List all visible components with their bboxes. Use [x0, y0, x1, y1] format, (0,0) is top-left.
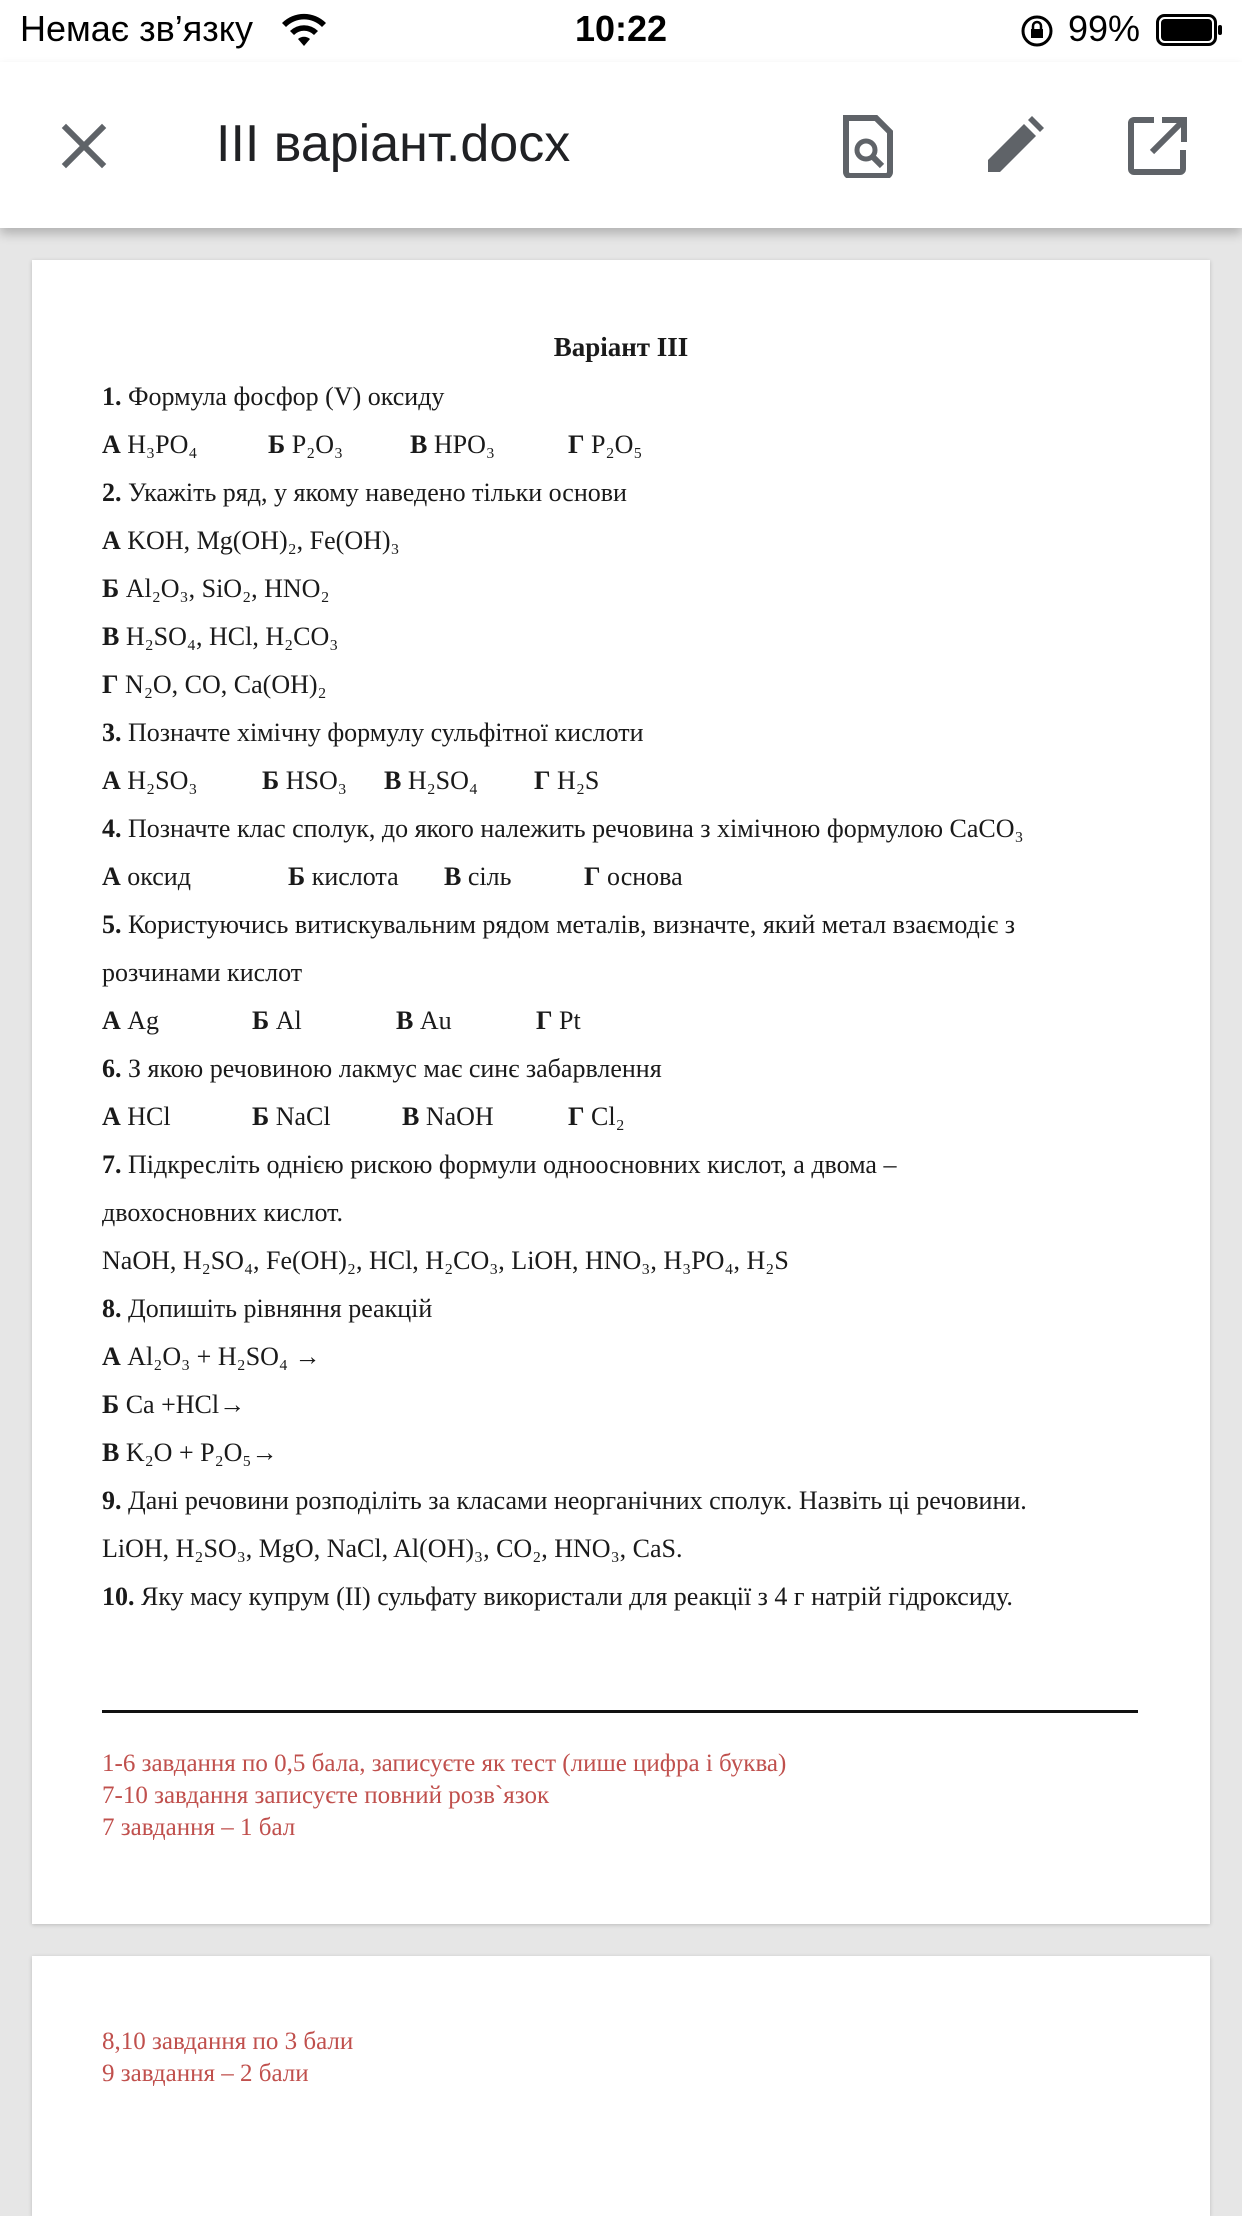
answer-option: [102, 766, 262, 796]
option-letter: А: [102, 862, 121, 891]
grading-note: 8,10 завдання по 3 бали: [102, 2028, 354, 2055]
line-text: Допишіть рівняння реакцій: [128, 1294, 433, 1323]
question-number: 5.: [102, 910, 122, 939]
option-text: H₂SO₄: [401, 766, 478, 795]
option-text: Au: [413, 1006, 452, 1035]
pencil-icon: [984, 116, 1044, 176]
question-line: [102, 718, 644, 748]
answer-option: [102, 1438, 278, 1468]
question-number: 10.: [102, 1582, 135, 1611]
option-text: Al₂O₃ + H₂SO₄ →: [120, 1342, 321, 1371]
question-number: 3.: [102, 718, 122, 747]
answer-line: [102, 526, 400, 556]
option-letter: Г: [584, 862, 601, 891]
option-letter: Г: [568, 1102, 585, 1131]
document-title: III варіант.docx: [216, 115, 571, 173]
option-letter: Г: [536, 1006, 553, 1035]
option-text: Ca +HCl→: [119, 1390, 246, 1419]
question-number: 1.: [102, 382, 122, 411]
open-in-app-button[interactable]: [1122, 110, 1194, 182]
option-text: KOH, Mg(OH)₂, Fe(OH)₃: [120, 526, 400, 555]
answer-option: [534, 766, 599, 796]
carrier-label: Немає зв’язку: [20, 8, 253, 49]
grading-note: 7-10 завдання записуєте повний розв`язок: [102, 1782, 550, 1809]
answer-option: [252, 1006, 396, 1036]
option-text: Cl₂: [584, 1102, 625, 1131]
option-letter: В: [410, 430, 428, 459]
answer-line: [102, 1342, 321, 1372]
grading-note: 1-6 завдання по 0,5 бала, записуєте як тест (лише цифра і буква): [102, 1750, 787, 1777]
option-text: Ag: [120, 1006, 160, 1035]
question-number: 7.: [102, 1150, 122, 1179]
option-text: HSO₃: [279, 766, 347, 795]
answer-line: [102, 574, 330, 604]
option-letter: Б: [102, 574, 120, 603]
option-text: P₂O₅: [584, 430, 643, 459]
answer-option: [252, 1102, 402, 1132]
option-letter: А: [102, 526, 121, 555]
option-letter: Б: [252, 1006, 270, 1035]
option-text: P₂O₃: [285, 430, 344, 459]
find-in-page-icon: [840, 114, 896, 178]
line-text: NaOH, H₂SO₄, Fe(OH)₂, HCl, H₂CO₃, LiOH, HNO₃, H₃PO₄, H₂S: [102, 1246, 789, 1275]
clock: 10:22: [574, 8, 668, 49]
line-text: Користуючись витискувальним рядом металів, визначте, який метал взаємодіє з: [128, 910, 1016, 939]
answer-option: [536, 1006, 581, 1036]
answer-option: [102, 1342, 321, 1372]
answer-line: [102, 1102, 625, 1132]
option-letter: В: [102, 1438, 120, 1467]
option-letter: Б: [268, 430, 286, 459]
option-letter: Б: [252, 1102, 270, 1131]
line-text: З якою речовиною лакмус має синє забарвлення: [128, 1054, 662, 1083]
option-letter: В: [102, 622, 120, 651]
option-letter: Г: [568, 430, 585, 459]
question-line: [102, 478, 627, 508]
answer-option: [102, 670, 327, 700]
answer-option: [568, 430, 642, 460]
question-number: 6.: [102, 1054, 122, 1083]
answer-option: [262, 766, 384, 796]
option-text: H₂SO₄, HCl, H₂CO₃: [119, 622, 339, 651]
grading-note: 7 завдання – 1 бал: [102, 1814, 296, 1841]
answer-line: [102, 862, 683, 892]
line-text: двохосновних кислот.: [102, 1198, 344, 1227]
option-text: Al₂O₃, SiO₂, HNO₂: [119, 574, 330, 603]
answer-option: [268, 430, 410, 460]
answer-option: [102, 1390, 245, 1420]
option-text: NaCl: [269, 1102, 331, 1131]
text-line: [102, 1246, 789, 1276]
option-text: HPO₃: [427, 430, 495, 459]
option-text: H₂S: [550, 766, 600, 795]
close-icon: [60, 122, 108, 170]
status-bar: [0, 0, 1242, 62]
option-letter: Г: [102, 670, 119, 699]
option-text: Al: [269, 1006, 302, 1035]
question-line: [102, 1582, 1013, 1612]
option-text: K₂O + P₂O₅→: [119, 1438, 278, 1467]
option-letter: Б: [102, 1390, 120, 1419]
option-letter: А: [102, 1006, 121, 1035]
rotation-lock-icon: [1020, 14, 1054, 48]
option-letter: А: [102, 430, 121, 459]
edit-button[interactable]: [978, 110, 1050, 182]
answer-option: [568, 1102, 625, 1132]
line-text: Формула фосфор (V) оксиду: [128, 382, 445, 411]
document-page-2: [32, 1956, 1210, 2216]
question-line: [102, 910, 1015, 940]
app-bar: [0, 62, 1242, 228]
option-text: оксид: [120, 862, 191, 891]
answer-option: [102, 1102, 252, 1132]
answer-line: [102, 766, 599, 796]
battery-percent: 99%: [1068, 8, 1141, 49]
answer-option: [396, 1006, 536, 1036]
question-number: 2.: [102, 478, 122, 507]
line-text: Позначте хімічну формулу сульфітної кислоти: [128, 718, 644, 747]
answer-option: [584, 862, 683, 892]
text-line: [102, 1534, 683, 1564]
answer-option: [102, 574, 330, 604]
question-line: [102, 1486, 1027, 1516]
option-letter: Г: [534, 766, 551, 795]
answer-option: [288, 862, 444, 892]
open-external-icon: [1128, 116, 1188, 176]
question-line: [102, 814, 1024, 844]
option-letter: Б: [288, 862, 306, 891]
grading-note: 9 завдання – 2 бали: [102, 2060, 309, 2087]
line-text: Укажіть ряд, у якому наведено тільки основи: [128, 478, 627, 507]
line-text: Дані речовини розподіліть за класами неорганічних сполук. Назвіть ці речовини.: [128, 1486, 1027, 1515]
answer-option: [102, 430, 268, 460]
option-text: H₂SO₃: [120, 766, 198, 795]
close-button[interactable]: [48, 110, 120, 182]
answer-option: [384, 766, 534, 796]
answer-option: [102, 622, 338, 652]
option-letter: Б: [262, 766, 280, 795]
option-letter: В: [444, 862, 462, 891]
answer-line: [102, 1438, 278, 1468]
document-page-1: [32, 260, 1210, 1924]
answer-line: [102, 430, 642, 460]
option-letter: В: [402, 1102, 420, 1131]
line-text: розчинами кислот: [102, 958, 303, 987]
option-text: Pt: [552, 1006, 581, 1035]
option-letter: А: [102, 1102, 121, 1131]
line-text: LiOH, H₂SO₃, MgO, NaCl, Al(OH)₃, CO₂, HNO₃, CaS.: [102, 1534, 683, 1563]
answer-option: [102, 862, 288, 892]
question-number: 8.: [102, 1294, 122, 1323]
find-in-document-button[interactable]: [832, 110, 904, 182]
answer-option: [444, 862, 584, 892]
answer-line: [102, 622, 338, 652]
option-text: сіль: [461, 862, 512, 891]
line-text: Підкресліть однією рискою формули одноосновних кислот, а двома –: [128, 1150, 897, 1179]
question-line: [102, 1294, 432, 1324]
option-letter: В: [396, 1006, 414, 1035]
line-text: Яку масу купрум (II) сульфату використали для реакції з 4 г натрій гідроксиду.: [141, 1582, 1013, 1611]
option-letter: А: [102, 766, 121, 795]
page-heading: Варіант III: [553, 332, 689, 362]
text-line: [102, 1198, 343, 1228]
option-text: кислота: [305, 862, 399, 891]
option-text: основа: [600, 862, 683, 891]
answer-line: [102, 1390, 245, 1420]
question-number: 4.: [102, 814, 122, 843]
horizontal-rule: [102, 1710, 1138, 1713]
question-line: [102, 1054, 662, 1084]
option-text: N₂O, CO, Ca(OH)₂: [118, 670, 327, 699]
question-line: [102, 382, 444, 412]
answer-line: [102, 670, 327, 700]
answer-option: [410, 430, 568, 460]
battery-icon: [1156, 14, 1224, 46]
option-letter: В: [384, 766, 402, 795]
text-line: [102, 958, 302, 988]
question-line: [102, 1150, 896, 1180]
answer-option: [102, 1006, 252, 1036]
option-text: HCl: [120, 1102, 171, 1131]
answer-line: [102, 1006, 581, 1036]
option-text: H₃PO₄: [120, 430, 198, 459]
question-number: 9.: [102, 1486, 122, 1515]
line-text: Позначте клас сполук, до якого належить речовина з хімічною формулою CaCO₃: [128, 814, 1024, 843]
answer-option: [402, 1102, 568, 1132]
option-letter: А: [102, 1342, 121, 1371]
option-text: NaOH: [419, 1102, 494, 1131]
answer-option: [102, 526, 400, 556]
